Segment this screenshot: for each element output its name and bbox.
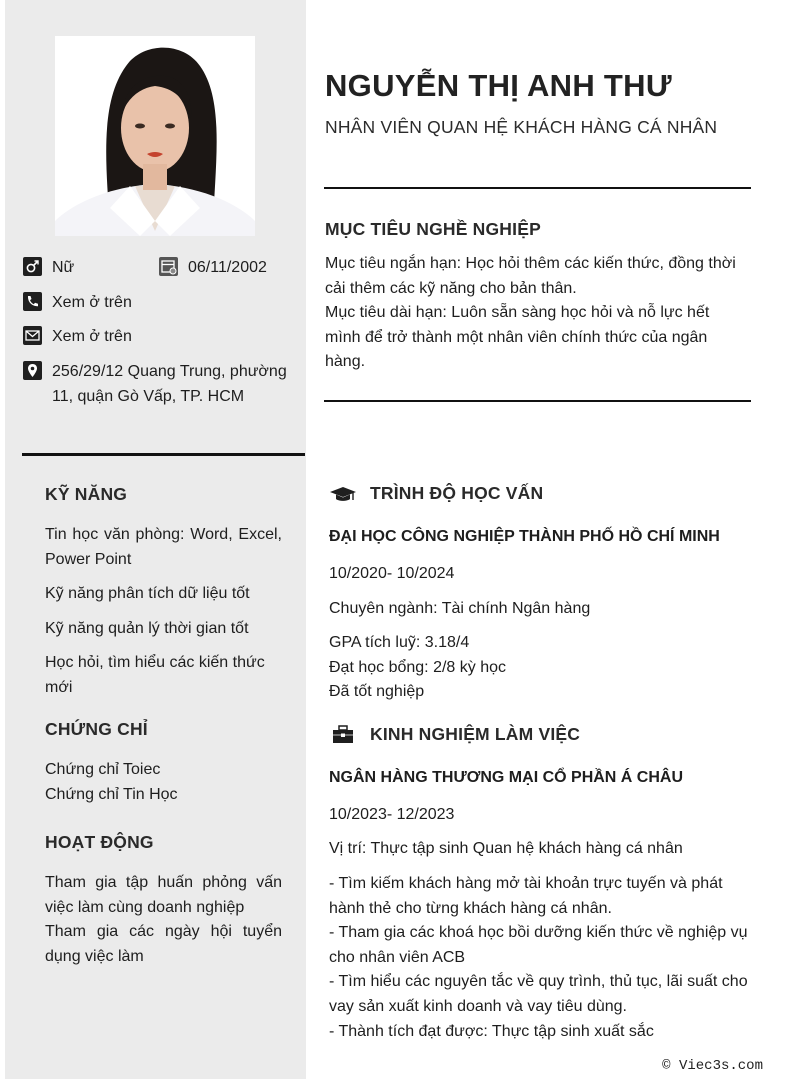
candidate-position: NHÂN VIÊN QUAN HỆ KHÁCH HÀNG CÁ NHÂN [325, 117, 718, 137]
education-heading: TRÌNH ĐỘ HỌC VẤN [370, 483, 544, 503]
watermark: © Viec3s.com [662, 1058, 763, 1074]
email-value: Xem ở trên [52, 328, 132, 345]
education-detail: GPA tích luỹ: 3.18/4 [329, 634, 470, 651]
experience-duty: - Tìm hiểu các nguyên tắc về quy trình, thủ tục, lãi suất cho vay sản xuất kinh doanh và vay tiêu dùng. [329, 973, 748, 1015]
experience-role: Vị trí: Thực tập sinh Quan hệ khách hàng cá nhân [329, 840, 683, 857]
activity-item: Tham gia các ngày hội tuyển dụng việc làm [45, 923, 282, 965]
graduation-cap-icon [329, 483, 359, 507]
education-detail: Đã tốt nghiệp [329, 683, 425, 700]
activity-item: Tham gia tập huấn phỏng vấn việc làm cùng doanh nghiệp [45, 874, 282, 916]
gender-icon [23, 257, 42, 276]
calendar-icon [159, 257, 178, 276]
company-name: NGÂN HÀNG THƯƠNG MẠI CỔ PHẦN Á CHÂU [329, 769, 684, 786]
activities-heading: HOẠT ĐỘNG [45, 832, 154, 852]
skills-heading: KỸ NĂNG [45, 484, 128, 504]
location-icon [23, 361, 42, 380]
portrait-image [55, 36, 255, 236]
sidebar-divider [22, 453, 305, 456]
experience-period: 10/2023- 12/2023 [329, 806, 455, 823]
phone-value: Xem ở trên [52, 294, 132, 311]
objective-long-term: Mục tiêu dài hạn: Luôn sẵn sàng học hỏi và nỗ lực hết mình để trở thành một nhân viên chính thức của ngân hàng. [325, 304, 710, 370]
briefcase-icon [331, 723, 361, 747]
skill-item: Kỹ năng quản lý thời gian tốt [45, 620, 249, 637]
address-value: 256/29/12 Quang Trung, phường 11, quận Gò Vấp, TP. HCM [52, 363, 287, 405]
education-detail: Đạt học bổng: 2/8 kỳ học [329, 659, 506, 676]
experience-duty: - Thành tích đạt được: Thực tập sinh xuất sắc [329, 1023, 654, 1040]
education-major: Chuyên ngành: Tài chính Ngân hàng [329, 600, 591, 617]
birthday-value: 06/11/2002 [188, 259, 267, 276]
phone-icon [23, 292, 42, 311]
experience-heading: KINH NGHIỆM LÀM VIỆC [370, 724, 581, 744]
certificate-item: Chứng chỉ Tin Học [45, 786, 178, 803]
profile-photo [55, 36, 255, 236]
objective-divider [324, 400, 751, 402]
objective-heading: MỤC TIÊU NGHỀ NGHIỆP [325, 219, 541, 239]
school-name: ĐẠI HỌC CÔNG NGHIỆP THÀNH PHỐ HỒ CHÍ MINH [329, 528, 720, 545]
experience-duty: - Tham gia các khoá học bồi dưỡng kiến thức về nghiệp vụ cho nhân viên ACB [329, 924, 748, 966]
skill-item: Kỹ năng phân tích dữ liệu tốt [45, 585, 250, 602]
skill-item: Học hỏi, tìm hiểu các kiến thức mới [45, 654, 265, 696]
certificate-item: Chứng chỉ Toiec [45, 761, 161, 778]
certificates-heading: CHỨNG CHỈ [45, 719, 148, 739]
education-period: 10/2020- 10/2024 [329, 565, 455, 582]
email-icon [23, 326, 42, 345]
candidate-name: NGUYỄN THỊ ANH THƯ [325, 68, 672, 103]
header-divider [324, 187, 751, 189]
gender-value: Nữ [52, 259, 75, 276]
skill-item: Tin học văn phòng: Word, Excel, Power Point [45, 526, 282, 568]
objective-short-term: Mục tiêu ngắn hạn: Học hỏi thêm các kiến thức, đồng thời cải thêm các kỹ năng cho bản thân. [325, 255, 736, 297]
experience-duty: - Tìm kiếm khách hàng mở tài khoản trực tuyến và phát hành thẻ cho từng khách hàng cá nhân. [329, 875, 723, 917]
